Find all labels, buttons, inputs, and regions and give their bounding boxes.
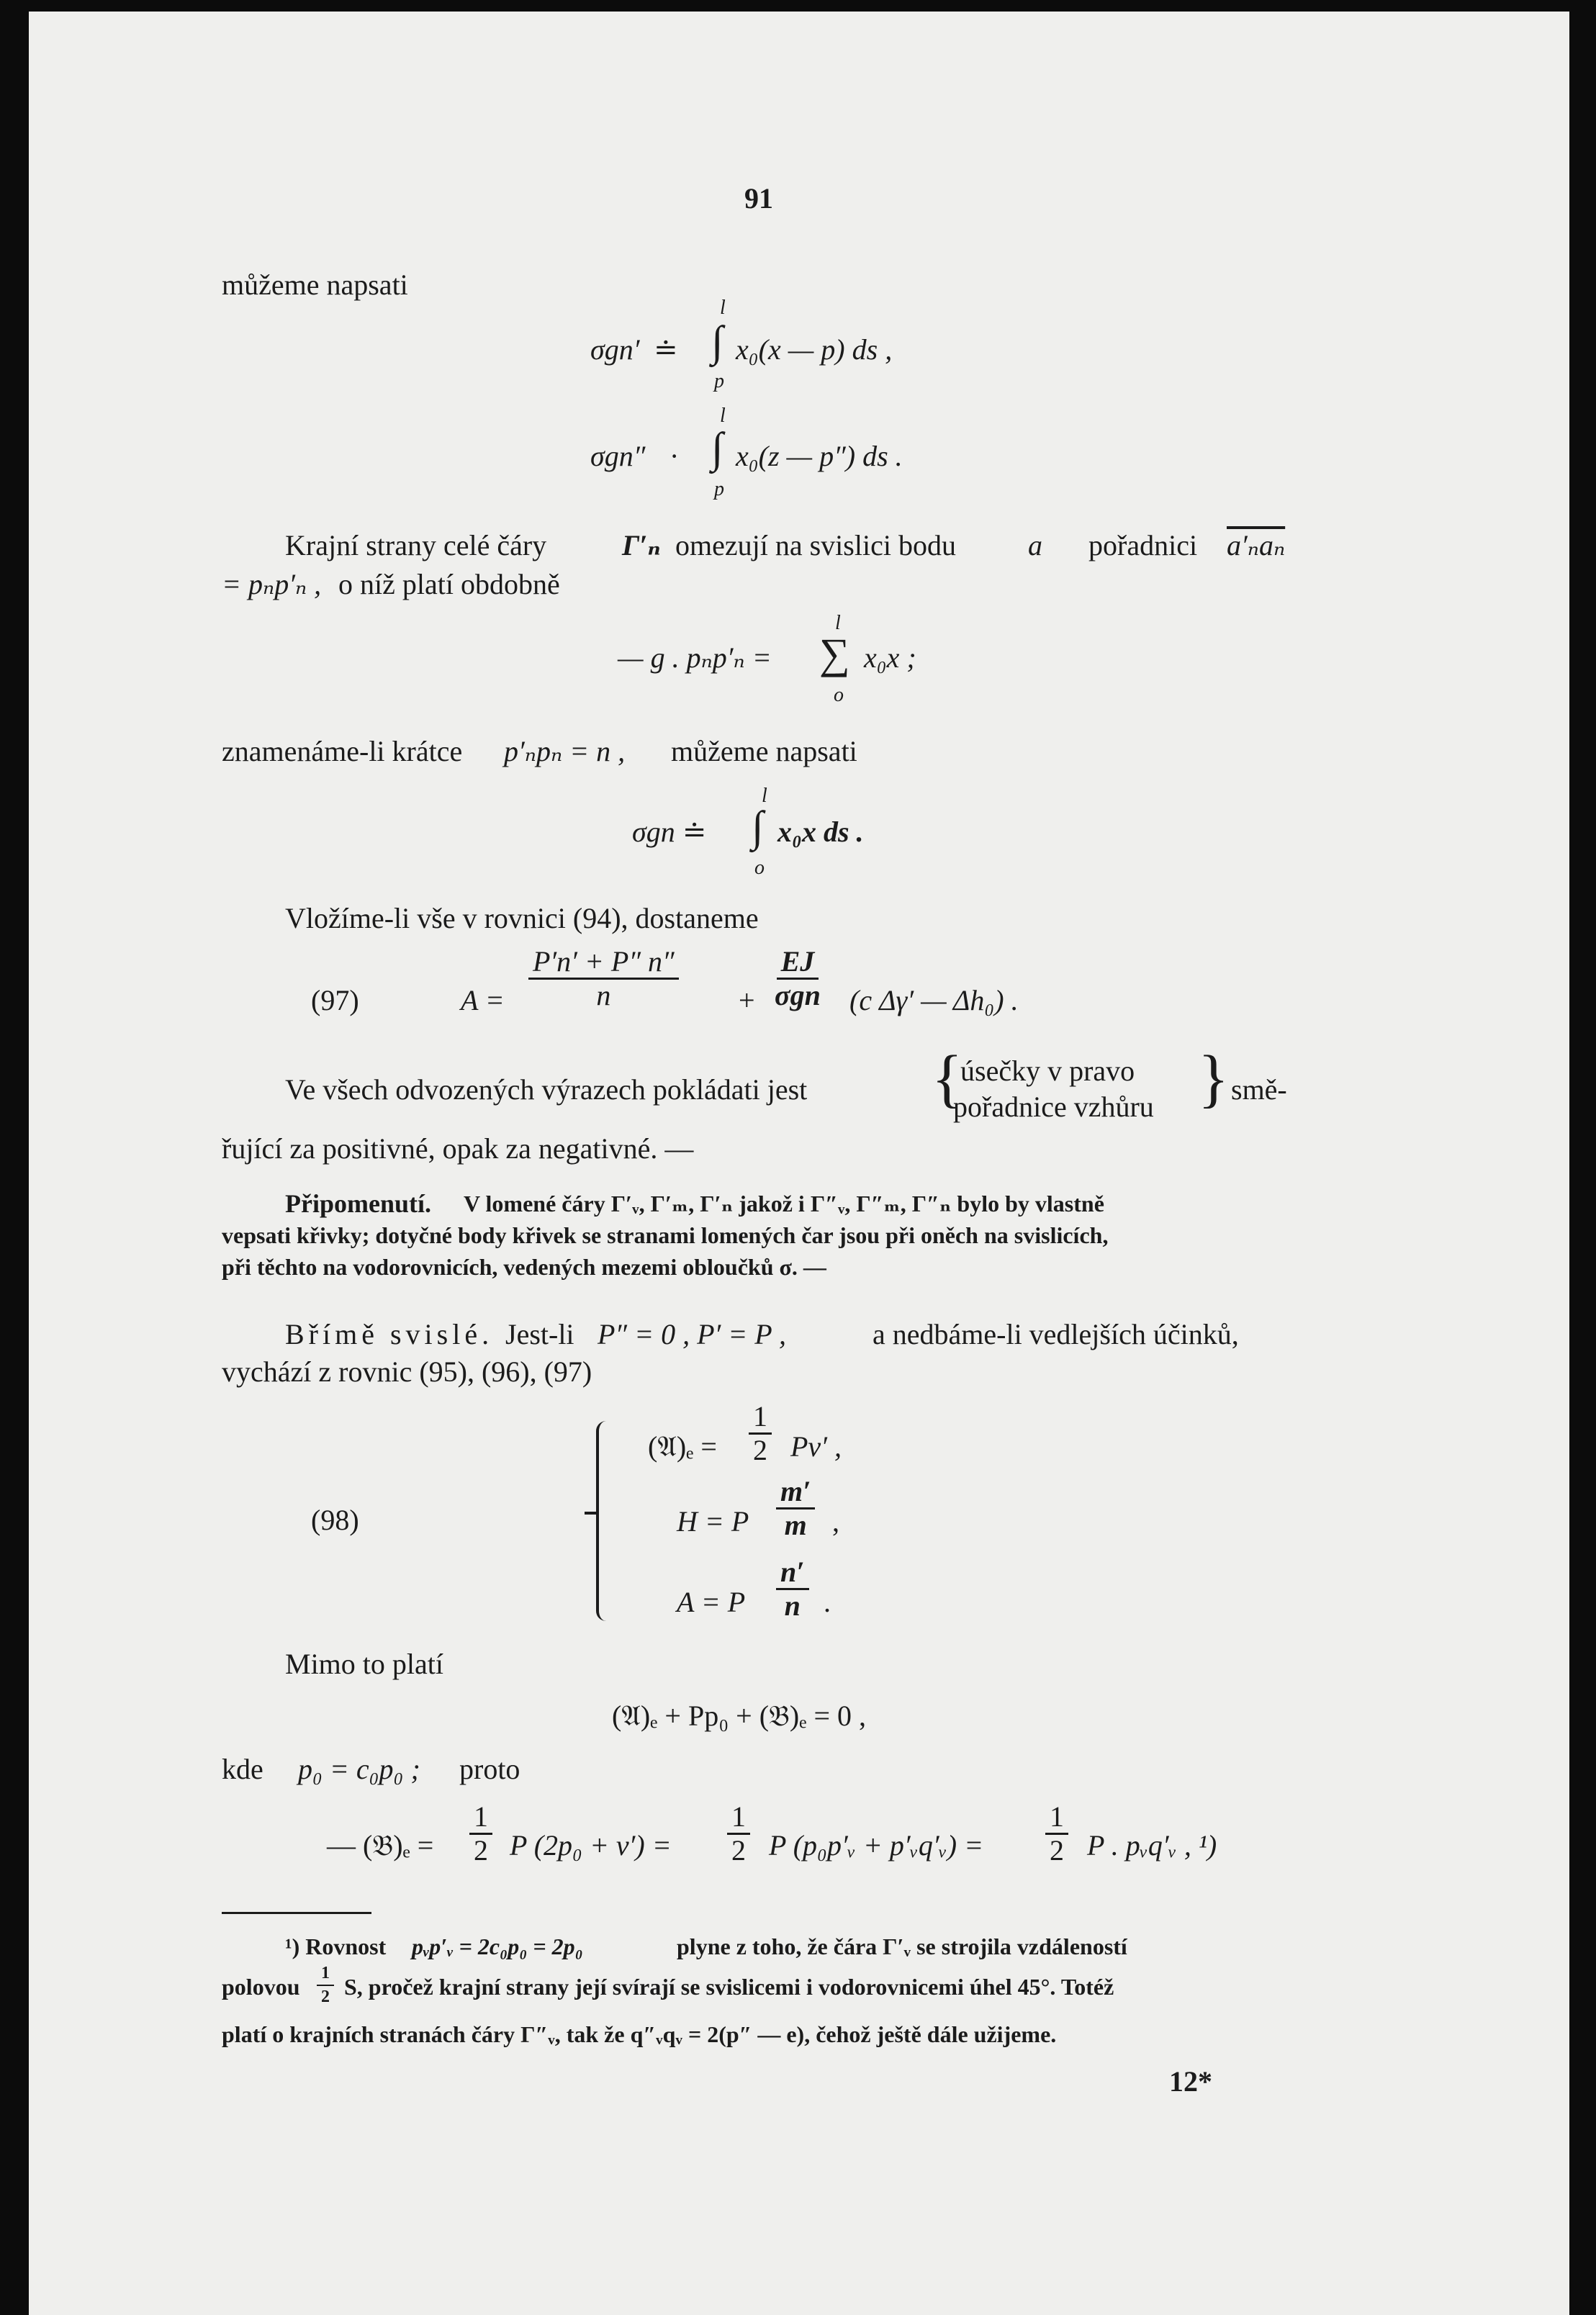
- p6-spaced-heading: Břímě svislé.: [285, 1318, 494, 1350]
- note-line2: vepsati křivky; dotyčné body křivek se stranami lomených čar jsou při oněch na svislicích,: [222, 1222, 1109, 1248]
- eq98-label: (98): [311, 1504, 359, 1536]
- eq97-frac1-den: n: [596, 979, 611, 1011]
- integral-sign: ∫: [711, 317, 723, 365]
- p2-line1-c: pořadnici: [1088, 529, 1198, 561]
- p2-line1-sym3: a′ₙaₙ: [1227, 529, 1286, 561]
- paragraph-7: Mimo to platí: [285, 1648, 443, 1680]
- eq-b-lhs: σgn″: [590, 440, 646, 472]
- eq97-frac1-num: P′n′ + P″ n″: [528, 947, 679, 980]
- eq97-A: A =: [461, 984, 505, 1016]
- eq98-r2-lhs: H = P: [677, 1505, 749, 1538]
- eq-f-den2: 2: [731, 1834, 746, 1867]
- p3-sym: p′ₙpₙ = n ,: [504, 735, 626, 767]
- eq-d-lhs: σgn ≐: [632, 816, 707, 848]
- eq97-frac2-den: σgn: [775, 979, 821, 1011]
- eq-b-lower: p: [714, 478, 724, 500]
- eq-f-num2: 1: [727, 1802, 750, 1835]
- eq-a-lower: p: [714, 370, 724, 392]
- eq98-r1-rhs: Pv′ ,: [790, 1430, 842, 1463]
- fn-line2-b: S, pročež krajní strany její svírají se svislicemi i vodorovnicemi úhel 45°. Totéž: [344, 1974, 1114, 2000]
- eq-a-rel: ≐: [654, 333, 678, 366]
- eq97-plus: +: [739, 984, 755, 1016]
- eq97-frac1: [526, 947, 682, 1010]
- eq-b-upper: l: [720, 405, 726, 427]
- p2-line1-b: omezují na svislici bodu: [675, 529, 956, 561]
- p8-b: proto: [459, 1753, 520, 1785]
- eq-f-num3: 1: [1045, 1802, 1068, 1835]
- eq-d-lower: o: [754, 857, 765, 879]
- eq98-r3-rhs: .: [824, 1586, 831, 1618]
- eq-f-lhs: — (𝔅)ₑ =: [327, 1829, 434, 1862]
- eq-f-frac3: [1042, 1802, 1071, 1865]
- p2-line1-sym: Γ′ₙ: [622, 529, 661, 561]
- p3-b: můžeme napsati: [671, 735, 857, 767]
- fn-line2-den: 2: [321, 1987, 330, 2006]
- p5-brace-top: úsečky v pravo: [960, 1055, 1135, 1087]
- eq-a-upper: l: [720, 297, 726, 319]
- eq-f-t2: P (p₀p′ᵥ + p′ᵥq′ᵥ) =: [769, 1829, 984, 1862]
- eq98-r1-frac: [746, 1402, 775, 1465]
- eq97-label: (97): [311, 984, 359, 1016]
- eq97-frac2: [767, 947, 828, 1010]
- note-line3: při těchto na vodorovnicích, vedených mezemi obloučků σ. —: [222, 1254, 826, 1280]
- system-brace: [596, 1421, 613, 1621]
- fn-line1-sym: pᵥp′ᵥ = 2c₀p₀ = 2p₀: [412, 1933, 583, 1959]
- eq-f-t3: P . pᵥq′ᵥ , ¹): [1087, 1829, 1217, 1862]
- eq98-r1-den: 2: [753, 1434, 767, 1466]
- eq-c-lower: o: [834, 684, 844, 706]
- eq-f-num1: 1: [469, 1802, 492, 1835]
- fn-line2-num: 1: [317, 1964, 334, 1986]
- footnote-rule: [222, 1912, 371, 1914]
- note-line1: V lomené čáry Γ′ᵥ, Γ′ₘ, Γ′ₙ jakož i Γ″ᵥ, Γ″ₘ, Γ″ₙ bylo by vlastně: [464, 1191, 1104, 1217]
- p5-line2: řující za positivné, opak za negativné. —: [222, 1132, 694, 1165]
- p3-a: znamenáme-li krátce: [222, 735, 463, 767]
- eq-f-den1: 2: [474, 1834, 488, 1867]
- eq98-r2-frac: [773, 1477, 818, 1540]
- eq-c-rhs: x₀x ;: [864, 641, 916, 674]
- fn-line2-frac: [314, 1964, 337, 2007]
- eq98-r3-num: n′: [776, 1558, 809, 1590]
- eq98-r1-num: 1: [749, 1402, 772, 1435]
- p8-sym: p₀ = c₀p₀ ;: [298, 1753, 420, 1785]
- sum-sign: ∑: [819, 630, 850, 677]
- eq97-frac2-num: EJ: [777, 947, 819, 980]
- eq98-r3-lhs: A = P: [677, 1586, 746, 1618]
- eq98-r2-rhs: ,: [832, 1505, 839, 1538]
- eq98-r2-den: m: [784, 1509, 807, 1541]
- system-brace-tip: [585, 1512, 598, 1515]
- p2-line2-sym: = pₙp′ₙ ,: [222, 568, 322, 600]
- note-title: Připomenutí.: [285, 1189, 431, 1218]
- p2-line2-text: o níž platí obdobně: [338, 568, 560, 600]
- eq-f-frac2: [724, 1802, 753, 1865]
- p5-a: Ve všech odvozených výrazech pokládati jest: [285, 1073, 808, 1106]
- paper-sheet: [29, 12, 1569, 2315]
- page-number: 91: [744, 182, 773, 215]
- eq-f-den3: 2: [1050, 1834, 1064, 1867]
- paragraph-1: můžeme napsati: [222, 268, 408, 301]
- eq98-r3-frac: [773, 1558, 812, 1620]
- p5-b: smě-: [1231, 1073, 1287, 1106]
- paragraph-4: Vložíme-li vše v rovnici (94), dostaneme: [285, 902, 759, 934]
- eq-c-lhs: — g . pₙp′ₙ =: [618, 641, 772, 674]
- fn-line3: platí o krajních stranách čáry Γ″ᵥ, tak že q″ᵥqᵥ = 2(p″ — e), čehož ještě dále užijeme.: [222, 2021, 1057, 2047]
- eq-f-frac1: [466, 1802, 495, 1865]
- p6-sym: P″ = 0 , P′ = P ,: [598, 1318, 786, 1350]
- eq-e: (𝔄)ₑ + Pp₀ + (𝔅)ₑ = 0 ,: [612, 1700, 867, 1732]
- eq98-r3-den: n: [784, 1589, 801, 1622]
- eq-b-rel: ·: [669, 440, 680, 472]
- left-brace: {: [932, 1043, 963, 1114]
- p6-b: a nedbáme-li vedlejších účinků,: [873, 1318, 1239, 1350]
- p5-brace-bottom: pořadnice vzhůru: [953, 1091, 1154, 1123]
- eq98-r2-num: m′: [776, 1477, 815, 1510]
- integral-sign: ∫: [711, 424, 723, 471]
- eq-a-lhs: σgn′: [590, 333, 640, 366]
- eq-a-integrand: x₀(x — p) ds ,: [736, 333, 893, 366]
- p8-a: kde: [222, 1753, 263, 1785]
- fn-line1-b: plyne z toho, že čára Γ′ᵥ se strojila vzdáleností: [677, 1933, 1127, 1959]
- eq-b-integrand: x₀(z — p″) ds .: [736, 440, 903, 472]
- right-brace: }: [1198, 1043, 1230, 1114]
- signature-mark: 12*: [1169, 2065, 1212, 2098]
- eq97-tail: (c Δγ′ — Δh₀) .: [849, 984, 1019, 1016]
- eq98-r1-lhs: (𝔄)ₑ =: [648, 1430, 717, 1463]
- integral-sign: ∫: [752, 803, 764, 850]
- eq-f-t1: P (2p₀ + v′) =: [510, 1829, 672, 1862]
- eq-d-upper: l: [762, 785, 767, 807]
- fn-line2-a: polovou: [222, 1974, 300, 2000]
- p2-line1-sym2: a: [1028, 529, 1042, 561]
- fn-line1-a: ¹) Rovnost: [285, 1933, 387, 1959]
- p6-line2: vychází z rovnic (95), (96), (97): [222, 1355, 592, 1388]
- p6-a: Jest-li: [505, 1318, 574, 1350]
- p2-line1-a: Krajní strany celé čáry: [285, 529, 547, 561]
- eq-d-integrand: x₀x ds .: [777, 816, 864, 848]
- eq-c-upper: l: [835, 612, 841, 634]
